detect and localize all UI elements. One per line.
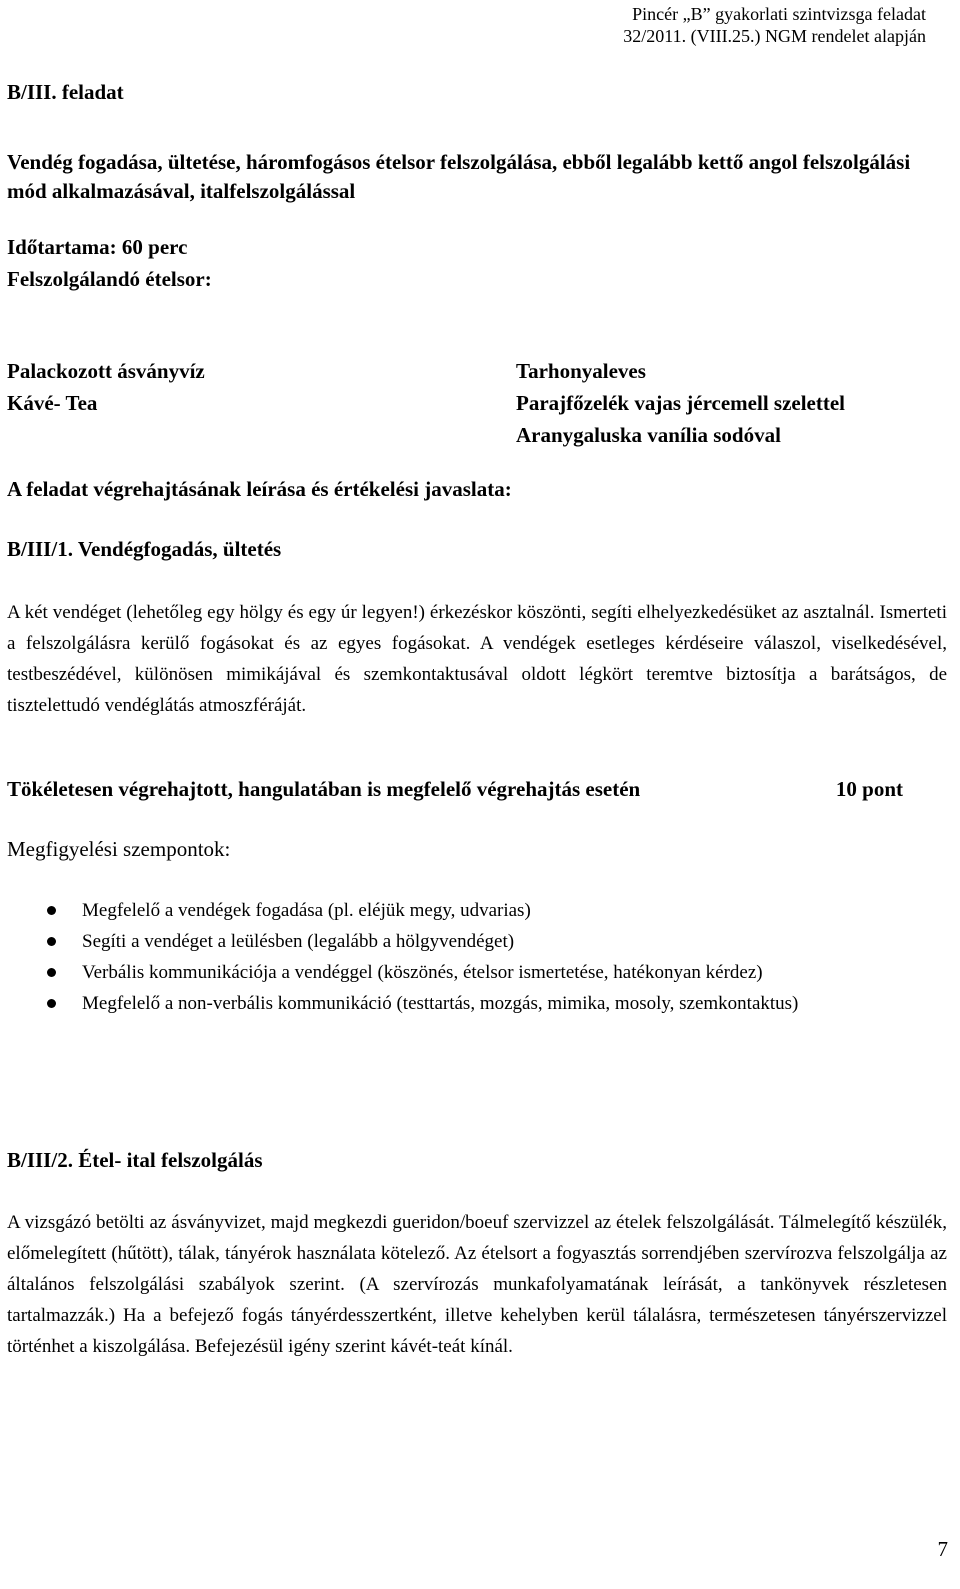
header-exam-title: Pincér „B” gyakorlati szintvizsga feladat	[632, 4, 926, 24]
evaluation-heading: A feladat végrehajtásának leírása és értékelési javaslata:	[7, 477, 512, 501]
score-points: 10 pont	[835, 777, 903, 801]
page-header	[623, 3, 926, 47]
criteria-label: Megfigyelési szempontok:	[7, 837, 231, 861]
list-item: Megfelelő a vendégek fogadása (pl. eléjük megy, udvarias)	[0, 895, 947, 926]
score-condition: Tökéletesen végrehajtott, hangulatában is megfelelő végrehajtás esetén	[7, 777, 641, 801]
bullet-icon	[47, 937, 56, 946]
bullet-icon	[47, 906, 56, 915]
task-description: Vendég fogadása, ültetése, háromfogásos ételsor felszolgálása, ebből legalább kettő angol felszolgálási mód alkalmazásával, italfelszolgálással	[7, 150, 911, 203]
menu-drinks	[7, 355, 205, 419]
list-item: Segíti a vendéget a leülésben (legalább a hölgyvendéget)	[0, 926, 947, 957]
section2-paragraph: A vizsgázó betölti az ásványvizet, majd megkezdi gueridon/boeuf szervizzel az ételek felszolgálását. Tálmelegítő készülék, előmelegített (hűtött), tálak, tányérok használata kötelező. Az ételsort a fogyasztás sorrendjében szervírozva felszolgálja az általános felszolgálási szabályok szerint. (A szervírozás munkafolyamatának leírását, a tankönyvek részletesen tartalmazzák.) Ha a befejező fogás tányérdesszertként, illetve kehelyben kerül tálalásra, természetesen tányérszervizzel történhet a kiszolgálása. Befejezésül igény szerint kávét-teát kínál.	[7, 1212, 947, 1357]
bullet-icon	[47, 999, 56, 1008]
menu-item: Palackozott ásványvíz	[7, 359, 205, 383]
header-regulation: 32/2011. (VIII.25.) NGM rendelet alapján	[623, 26, 926, 46]
page-number: 7	[937, 1537, 948, 1561]
menu-item: Kávé- Tea	[7, 391, 98, 415]
task-duration: Időtartama: 60 perc	[7, 235, 188, 259]
criteria-list	[0, 895, 947, 1019]
section1-heading: B/III/1. Vendégfogadás, ültetés	[7, 537, 282, 561]
section1-paragraph: A két vendéget (lehetőleg egy hölgy és egy úr legyen!) érkezéskor köszönti, segíti elhelyezkedésüket az asztalnál. Ismerteti a felszolgálásra kerülő fogásokat és az egyes fogásokat. A vendégek esetleges kérdéseire válaszol, viselkedésével, testbeszédével, különösen mimikájával és szemkontaktusával oldott légkört teremtve biztosítja a barátságos, de tisztelettudó vendéglátás atmoszféráját.	[7, 602, 947, 716]
menu-item: Aranygaluska vanília sodóval	[516, 423, 781, 447]
menu-label: Felszolgálandó ételsor:	[7, 267, 212, 291]
menu-dishes	[516, 355, 845, 451]
list-item: Verbális kommunikációja a vendéggel (köszönés, ételsor ismertetése, hatékonyan kérdez)	[0, 957, 947, 988]
menu-item: Tarhonyaleves	[516, 359, 646, 383]
score-row	[7, 777, 903, 802]
list-item: Megfelelő a non-verbális kommunikáció (testtartás, mozgás, mimika, mosoly, szemkontaktus)	[0, 988, 947, 1019]
section2-heading: B/III/2. Étel- ital felszolgálás	[7, 1148, 263, 1172]
task-title: B/III. feladat	[7, 80, 124, 104]
bullet-icon	[47, 968, 56, 977]
menu-item: Parajfőzelék vajas jércemell szelettel	[516, 391, 846, 415]
